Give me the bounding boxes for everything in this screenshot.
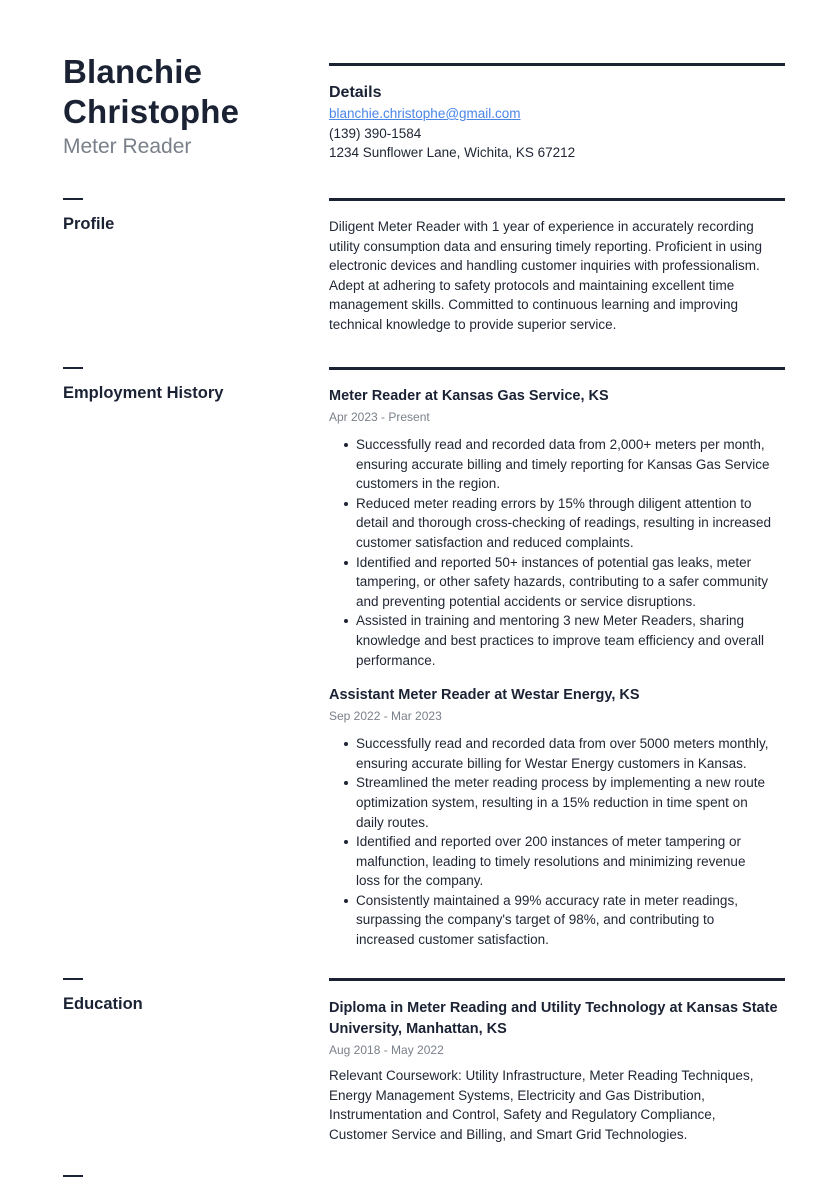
employment-label-block [63, 367, 293, 403]
phone: (139) 390-1584 [329, 125, 422, 141]
bullet-line: Identified and reported over 200 instances of meter tampering or [356, 834, 741, 850]
employment-section [329, 367, 785, 950]
bullet-line: increased customer satisfaction. [356, 932, 549, 948]
job-dates: Apr 2023 - Present [329, 410, 430, 424]
email-link[interactable]: blanchie.christophe@gmail.com [329, 106, 521, 121]
address: 1234 Sunflower Lane, Wichita, KS 67212 [329, 145, 576, 161]
bullet-line: optimization system, resulting in a 15% reduction in time spent on [356, 794, 748, 810]
education-heading [329, 998, 785, 1040]
bullet-line: Successfully read and recorded data from over 5000 meters monthly, [356, 736, 769, 752]
bullet-line: Assisted in training and mentoring 3 new Meter Readers, sharing [356, 613, 744, 629]
bullet-line: malfunction, leading to timely resolutions and minimizing revenue [356, 853, 746, 869]
bullet-line: Successfully read and recorded data from 2,000+ meters per month, [356, 437, 765, 452]
bullet-line: tampering, or other safety hazards, contributing to a safer community [356, 574, 768, 590]
education-line: Energy Management Systems, Electricity and Gas Distribution, [329, 1087, 705, 1103]
education-heading-line: Diploma in Meter Reading and Utility Technology at Kansas State [329, 1000, 778, 1016]
bullet-item [356, 832, 785, 891]
details-section [329, 63, 785, 163]
details-title: Details [329, 84, 382, 101]
job-entry [329, 386, 785, 670]
bullet-item [356, 553, 785, 612]
job-title: Meter Reader [63, 135, 192, 158]
profile-line: Diligent Meter Reader with 1 year of experience in accurately recording [329, 219, 754, 234]
bullet-item [356, 734, 785, 773]
profile-line: utility consumption data and ensuring timely reporting. Proficient in using [329, 238, 762, 254]
bullet-line: loss for the company. [356, 873, 484, 889]
job-heading: Assistant Meter Reader at Westar Energy, KS [329, 687, 640, 704]
bullet-line: ensuring accurate billing for Westar Energy customers in Kansas. [356, 755, 747, 771]
bullet-line: Streamlined the meter reading process by implementing a new route [356, 775, 765, 791]
header-block [63, 52, 293, 160]
profile-label-block [63, 198, 293, 234]
bullet-line: Identified and reported 50+ instances of potential gas leaks, meter [356, 554, 752, 570]
profile-line: electronic devices and handling customer inquiries with professionalism. [329, 258, 760, 274]
next-section-block [63, 1175, 293, 1191]
job-bullets [329, 734, 785, 950]
bullet-line: surpassing the company's target of 98%, and contributing to [356, 912, 715, 928]
section-dash [63, 978, 83, 980]
last-name: Christophe [63, 93, 240, 130]
email-line [329, 104, 785, 124]
job-heading: Meter Reader at Kansas Gas Service, KS [329, 388, 609, 404]
section-rule [329, 63, 785, 66]
profile-label: Profile [63, 215, 115, 233]
bullet-item [356, 891, 785, 950]
bullet-line: and preventing potential accidents or service disruptions. [356, 593, 696, 609]
bullet-line: Reduced meter reading errors by 15% through diligent attention to [356, 495, 752, 511]
profile-line: management skills. Committed to continuous learning and improving [329, 297, 738, 313]
job-dates: Sep 2022 - Mar 2023 [329, 709, 442, 724]
education-section [329, 978, 785, 1144]
bullet-line: Consistently maintained a 99% accuracy rate in meter readings, [356, 892, 738, 908]
education-heading-line: University, Manhattan, KS [329, 1021, 507, 1037]
bullet-line: knowledge and best practices to improve team efficiency and overall [356, 632, 764, 648]
bullet-line: ensuring accurate billing and timely reporting for Kansas Gas Service [356, 456, 770, 472]
bullet-item [356, 611, 785, 670]
education-line: Instrumentation and Control, Safety and Regulatory Compliance, [329, 1107, 716, 1123]
profile-line: Adept at adhering to safety protocols and maintaining excellent time [329, 277, 735, 293]
employment-label: Employment History [63, 384, 224, 402]
bullet-line: customers in the region. [356, 476, 501, 492]
job-entry [329, 685, 785, 950]
education-line: Customer Service and Billing, and Smart Grid Technologies. [329, 1126, 688, 1142]
profile-line: technical knowledge to provide superior service. [329, 316, 617, 332]
bullet-line: detail and thorough cross-checking of readings, resulting in increased [356, 515, 771, 531]
bullet-line: customer satisfaction and reduced complaints. [356, 534, 634, 550]
section-dash [63, 198, 83, 200]
bullet-item [356, 494, 785, 553]
bullet-line: daily routes. [356, 814, 429, 830]
profile-section [329, 198, 785, 335]
section-dash [63, 367, 83, 369]
bullet-item [356, 435, 785, 494]
bullet-item [356, 773, 785, 832]
education-dates: Aug 2018 - May 2022 [329, 1043, 444, 1057]
bullet-line: performance. [356, 652, 436, 668]
education-label-block [63, 978, 293, 1014]
first-name: Blanchie [63, 53, 203, 90]
education-line: Relevant Coursework: Utility Infrastructure, Meter Reading Techniques, [329, 1068, 754, 1083]
section-dash [63, 1175, 83, 1177]
education-label: Education [63, 995, 143, 1013]
job-bullets [329, 435, 785, 670]
